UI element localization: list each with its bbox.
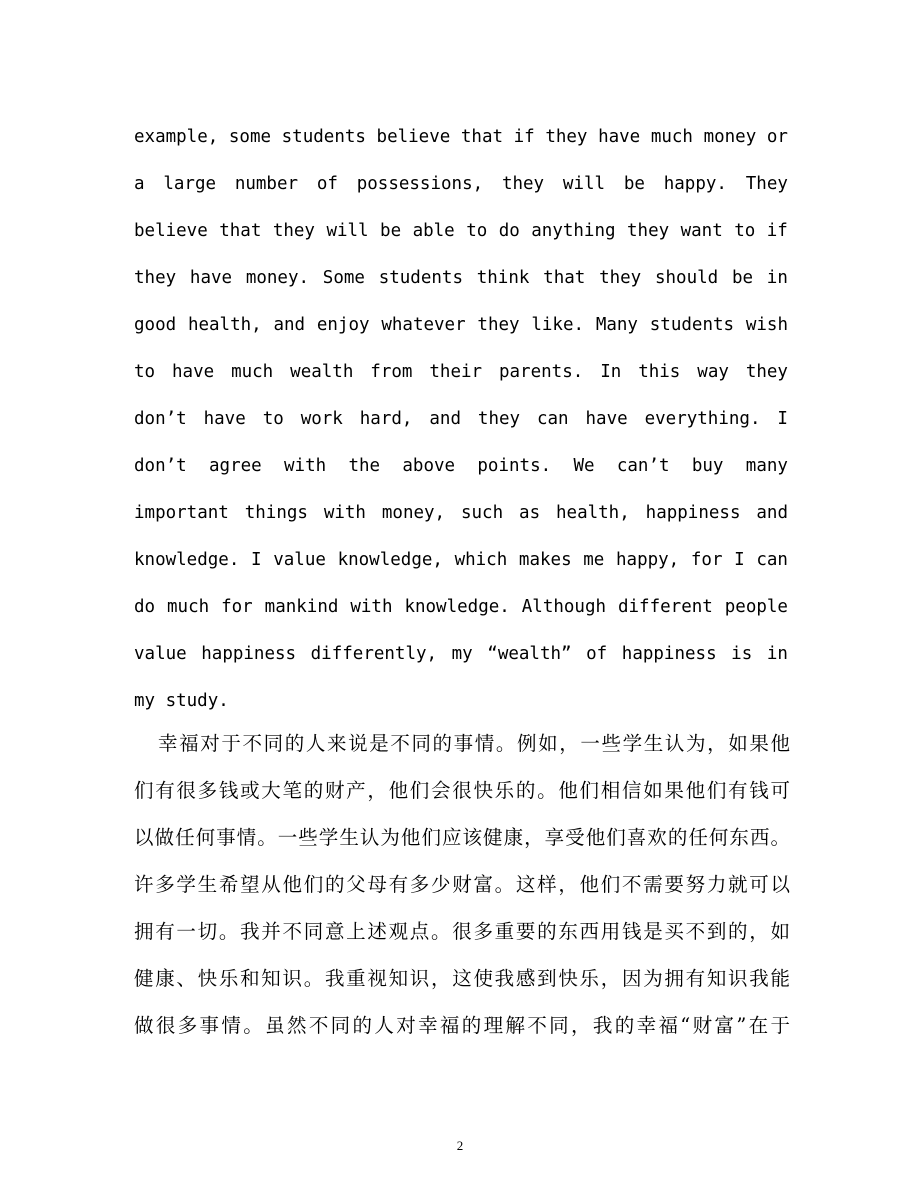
english-word: different: [617, 597, 713, 617]
english-line: [134, 349, 788, 396]
english-word: in: [766, 644, 788, 664]
english-word: knowledge.: [404, 597, 510, 617]
english-word: of: [586, 644, 608, 664]
english-word: their: [429, 362, 483, 382]
english-word: they: [599, 268, 642, 288]
english-word: think: [476, 268, 530, 288]
english-word: much: [650, 127, 693, 147]
english-word: don’t: [134, 456, 187, 476]
english-word: they: [627, 221, 670, 241]
english-word: should: [654, 268, 719, 288]
english-word: good: [134, 315, 177, 335]
english-word: some: [228, 127, 272, 147]
english-word: They: [745, 174, 788, 194]
english-word: happiness: [201, 644, 297, 664]
english-word: they: [477, 315, 520, 335]
english-word: much: [167, 597, 210, 617]
english-word: In: [600, 362, 622, 382]
english-word: happy.: [663, 174, 727, 194]
english-word: of: [316, 174, 338, 194]
english-line: [134, 208, 788, 255]
english-word: value: [134, 644, 187, 664]
english-line: [134, 584, 788, 631]
english-word: want: [680, 221, 723, 241]
english-word: value: [273, 550, 326, 570]
english-line: [134, 161, 788, 208]
english-word: mankind: [264, 597, 339, 617]
english-word: knowledge.: [134, 550, 240, 570]
english-word: in: [766, 268, 788, 288]
english-word: agree: [209, 456, 262, 476]
english-word: is: [731, 644, 753, 664]
page-number: 2: [456, 1138, 464, 1153]
english-word: have: [203, 409, 246, 429]
english-word: believe: [134, 221, 208, 241]
english-word: to: [134, 362, 156, 382]
chinese-line: 以做任何事情。一些学生认为他们应该健康，享受他们喜欢的任何东西。: [134, 826, 790, 849]
english-word: a: [134, 174, 145, 194]
english-word: have: [598, 127, 641, 147]
english-word: happiness: [645, 503, 741, 523]
english-word: can: [536, 409, 569, 429]
english-word: students: [378, 268, 463, 288]
chinese-line: 幸福对于不同的人来说是不同的事情。例如，一些学生认为，如果他: [158, 732, 790, 755]
english-word: with: [284, 456, 327, 476]
english-word: buy: [691, 456, 724, 476]
english-word: can: [756, 550, 788, 570]
english-line: [134, 396, 788, 443]
english-word: as: [519, 503, 541, 523]
english-word: they: [134, 268, 177, 288]
english-line: [134, 631, 788, 678]
english-word: that: [543, 268, 586, 288]
english-word: Many: [595, 315, 638, 335]
english-word: this: [638, 362, 681, 382]
english-word: believe: [376, 127, 451, 147]
english-word: students: [649, 315, 735, 335]
english-word: for: [221, 597, 253, 617]
english-word: from: [370, 362, 413, 382]
english-word: they: [545, 127, 588, 147]
english-word: be: [731, 268, 754, 288]
english-word: Although: [521, 597, 607, 617]
english-word: knowledge,: [337, 550, 443, 570]
english-word: if: [766, 221, 788, 241]
english-word: money.: [245, 268, 310, 288]
english-word: that: [460, 127, 504, 147]
english-word: I: [251, 550, 262, 570]
english-word: and: [429, 409, 461, 429]
english-word: Some: [322, 268, 365, 288]
english-word: I: [734, 550, 745, 570]
english-word: health,: [556, 503, 630, 523]
english-word: whatever: [381, 315, 466, 335]
english-word: money: [703, 127, 757, 147]
english-word: or: [766, 127, 788, 147]
english-word: number: [234, 174, 299, 194]
english-word: to: [466, 221, 488, 241]
chinese-line: 许多学生希望从他们的父母有多少财富。这样，他们不需要努力就可以: [134, 873, 790, 896]
english-word: differently,: [310, 644, 438, 664]
english-word: for: [690, 550, 723, 570]
english-word: possessions,: [356, 174, 484, 194]
english-word: many: [745, 456, 788, 476]
english-word: do: [498, 221, 520, 241]
english-line: [134, 537, 788, 584]
english-line: [134, 114, 788, 161]
english-line: [134, 490, 788, 537]
english-word: happiness: [621, 644, 717, 664]
english-word: they: [272, 221, 315, 241]
english-word: enjoy: [316, 315, 370, 335]
english-word: way: [697, 362, 729, 382]
english-word: to: [734, 221, 756, 241]
english-word: anything: [531, 221, 616, 241]
english-word: have: [172, 362, 215, 382]
english-word: happy,: [616, 550, 680, 570]
chinese-line: 们有很多钱或大笔的财产，他们会很快乐的。他们相信如果他们有钱可: [134, 779, 790, 802]
english-word: and: [756, 503, 788, 523]
english-word: people: [724, 597, 788, 617]
english-word: be: [623, 174, 645, 194]
english-word: wealth: [290, 362, 354, 382]
english-word: my: [451, 644, 473, 664]
chinese-line: 拥有一切。我并不同意上述观点。很多重要的东西用钱是买不到的，如: [134, 920, 790, 943]
english-word: they: [501, 174, 545, 194]
english-word: above: [402, 456, 456, 476]
english-word: have: [585, 409, 628, 429]
english-word: such: [460, 503, 504, 523]
chinese-line: 健康、快乐和知识。我重视知识，这使我感到快乐，因为拥有知识我能: [134, 967, 790, 990]
english-word: We: [573, 456, 595, 476]
english-word: work: [300, 409, 343, 429]
english-word: everything.: [644, 409, 761, 429]
english-word: the: [348, 456, 381, 476]
english-word: health,: [187, 315, 262, 335]
english-word: I: [777, 409, 788, 429]
english-paragraph: [134, 114, 788, 725]
english-word: me: [583, 550, 605, 570]
english-word: things: [244, 503, 308, 523]
english-word: which: [454, 550, 508, 570]
english-word: if: [513, 127, 535, 147]
english-word: example,: [134, 127, 219, 147]
english-word: students: [281, 127, 366, 147]
english-word: hard,: [359, 409, 413, 429]
english-word: be: [380, 221, 402, 241]
english-word: “wealth”: [487, 644, 572, 664]
english-word: with: [350, 597, 393, 617]
english-word: parents.: [498, 362, 584, 382]
english-word: like.: [531, 315, 585, 335]
english-word: study.: [165, 691, 229, 711]
english-word: don’t: [134, 409, 187, 429]
english-line: [134, 678, 788, 725]
english-word: they: [477, 409, 521, 429]
english-line: [134, 302, 788, 349]
english-line: [134, 255, 788, 302]
english-line: [134, 443, 788, 490]
english-word: much: [231, 362, 274, 382]
chinese-line: 做很多事情。虽然不同的人对幸福的理解不同，我的幸福“财富”在于: [134, 1014, 790, 1037]
english-word: will: [326, 221, 369, 241]
english-word: able: [412, 221, 455, 241]
english-word: money,: [381, 503, 446, 523]
english-word: and: [273, 315, 306, 335]
english-word: that: [219, 221, 262, 241]
english-word: makes: [518, 550, 572, 570]
english-word: wish: [745, 315, 788, 335]
english-word: points.: [477, 456, 552, 476]
english-word: with: [323, 503, 366, 523]
english-word: have: [189, 268, 233, 288]
english-word: important: [134, 503, 229, 523]
chinese-paragraph: [134, 720, 790, 1049]
english-word: my: [134, 691, 156, 711]
english-word: do: [134, 597, 156, 617]
english-word: will: [562, 174, 606, 194]
english-word: can’t: [616, 456, 670, 476]
english-word: large: [163, 174, 217, 194]
english-word: they: [745, 362, 788, 382]
english-word: to: [262, 409, 284, 429]
